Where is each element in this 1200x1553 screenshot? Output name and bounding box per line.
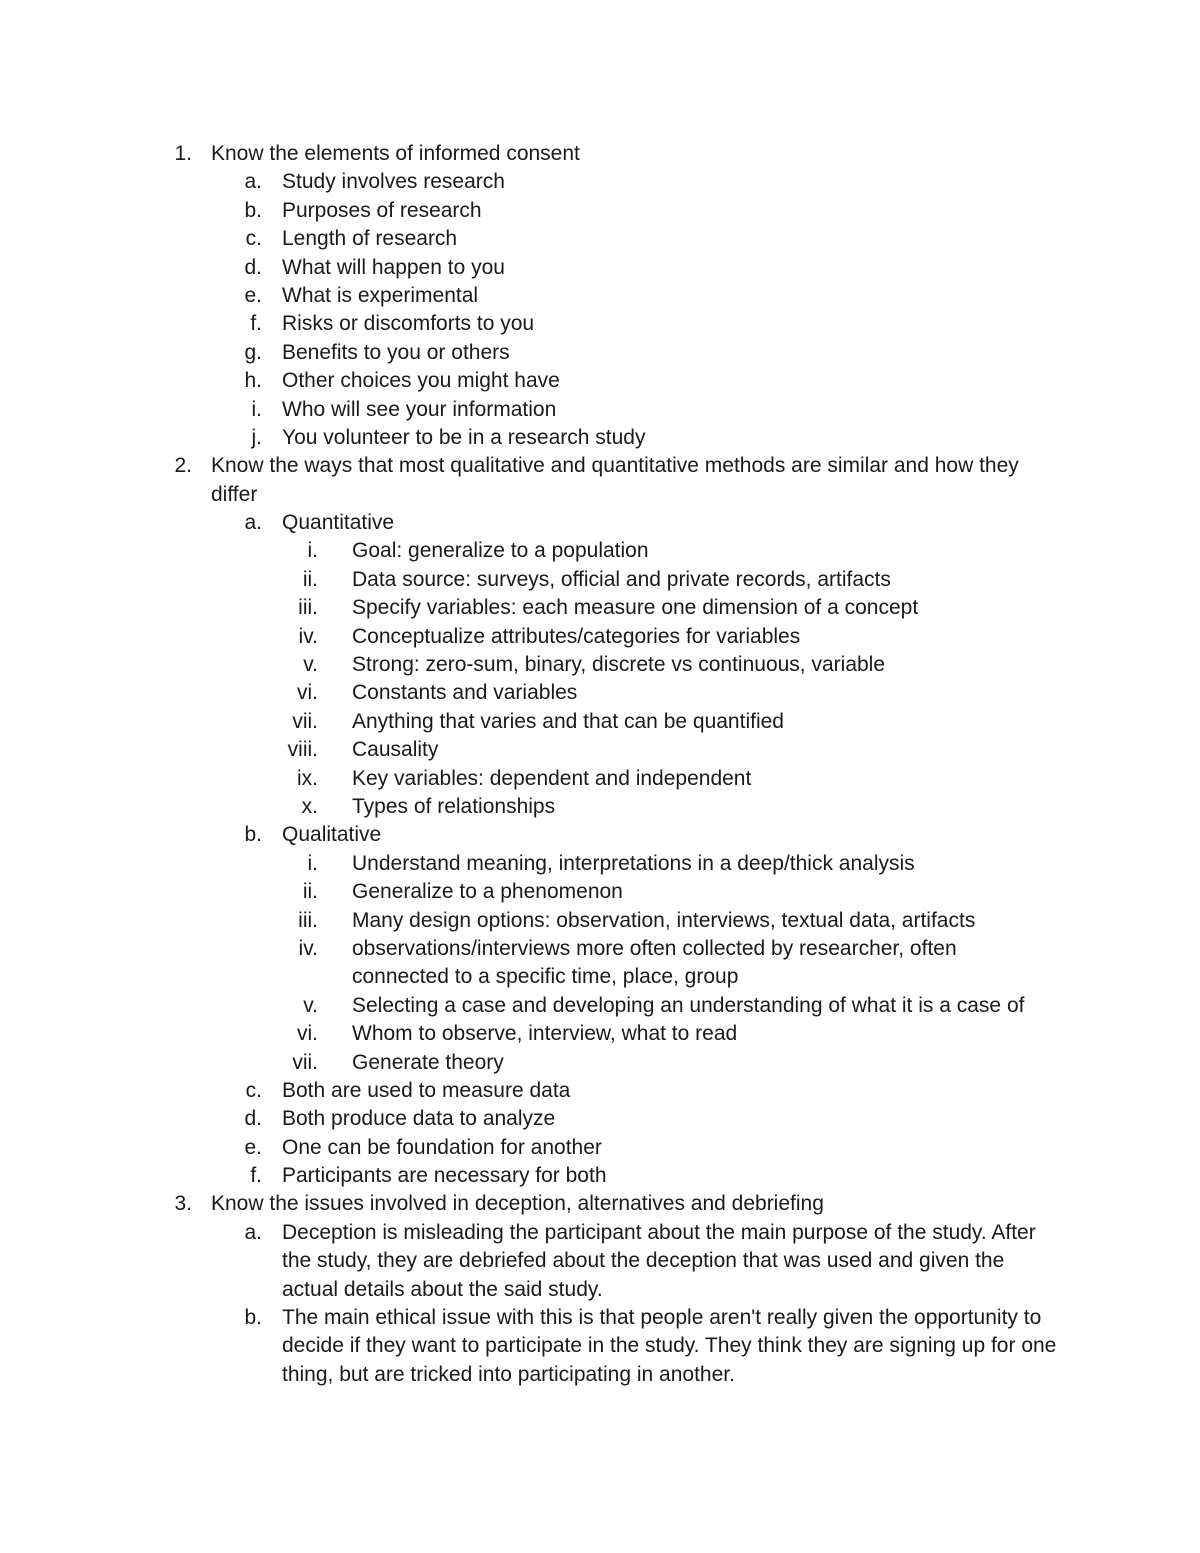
- list-marker: g.: [244, 340, 262, 364]
- outline-item-level-2: [0, 339, 1200, 367]
- outline-item-level-3: [0, 992, 1200, 1020]
- outline-item-level-3: [0, 594, 1200, 622]
- list-item-text: Goal: generalize to a population: [352, 539, 649, 563]
- outline-item-level-3: [0, 878, 1200, 906]
- outline-item-level-2: [0, 367, 1200, 395]
- outline-item-level-1: [0, 1190, 1200, 1218]
- outline-item-level-3: [0, 793, 1200, 821]
- outline-item-level-2: [0, 225, 1200, 253]
- outline-item-level-2: [0, 1304, 1200, 1389]
- outline-item-level-2: [0, 821, 1200, 849]
- list-item-text: Key variables: dependent and independent: [352, 766, 752, 790]
- list-item-text: Qualitative: [282, 823, 382, 847]
- list-item-text: Many design options: observation, interviews, textual data, artifacts: [352, 908, 976, 932]
- outline-item-level-3: [0, 935, 1200, 992]
- outline-item-level-2: [0, 1105, 1200, 1133]
- list-marker: e.: [244, 1135, 262, 1159]
- list-item-text: One can be foundation for another: [282, 1135, 602, 1159]
- list-item-text: Benefits to you or others: [282, 340, 510, 364]
- list-item-text: Both produce data to analyze: [282, 1107, 556, 1131]
- list-marker: a.: [244, 1220, 262, 1244]
- list-marker: f.: [250, 312, 262, 336]
- list-marker: iii.: [298, 908, 318, 932]
- list-marker: a.: [244, 170, 262, 194]
- list-item-text: Know the ways that most qualitative and quantitative methods are similar and how they differ: [211, 454, 1019, 506]
- list-item-text: Causality: [352, 738, 439, 762]
- list-marker: iv.: [298, 936, 318, 960]
- list-marker: vi.: [297, 681, 318, 705]
- list-marker: vii.: [292, 1050, 318, 1074]
- outline-item-level-3: [0, 736, 1200, 764]
- outline-item-level-2: [0, 254, 1200, 282]
- list-item-text: Constants and variables: [352, 681, 578, 705]
- list-item-text: observations/interviews more often collected by researcher, often connected to a specific time, place, group: [352, 936, 957, 989]
- outline-item-level-2: [0, 282, 1200, 310]
- document-page: [0, 140, 1200, 1389]
- list-marker: iii.: [298, 596, 318, 620]
- list-item-text: Both are used to measure data: [282, 1078, 571, 1102]
- list-item-text: Types of relationships: [352, 795, 556, 818]
- outline-item-level-2: [0, 310, 1200, 338]
- list-marker: f.: [250, 1164, 262, 1188]
- list-item-text: Whom to observe, interview, what to read: [352, 1022, 738, 1046]
- list-item-text: Know the issues involved in deception, alternatives and debriefing: [211, 1192, 824, 1216]
- list-marker: j.: [251, 425, 262, 449]
- list-item-text: Study involves research: [282, 170, 505, 194]
- list-marker: c.: [245, 1078, 262, 1102]
- list-item-text: What is experimental: [282, 283, 479, 307]
- list-marker: d.: [244, 1107, 262, 1131]
- outline-item-level-2: [0, 197, 1200, 225]
- list-marker: vii.: [292, 709, 318, 733]
- outline-item-level-2: [0, 424, 1200, 452]
- outline-item-level-3: [0, 1020, 1200, 1048]
- list-marker: h.: [244, 369, 262, 393]
- list-marker: i.: [307, 539, 318, 563]
- outline-item-level-2: [0, 168, 1200, 196]
- list-marker: viii.: [287, 738, 318, 762]
- list-item-text: Conceptualize attributes/categories for variables: [352, 624, 801, 648]
- outline-item-level-2: [0, 396, 1200, 424]
- list-item-text: You volunteer to be in a research study: [282, 425, 646, 449]
- outline-item-level-3: [0, 679, 1200, 707]
- list-marker: x.: [301, 795, 318, 818]
- list-marker: c.: [245, 227, 262, 251]
- list-marker: b.: [244, 198, 262, 222]
- list-item-text: Length of research: [282, 227, 458, 251]
- list-marker: b.: [244, 823, 262, 847]
- outline-item-level-3: [0, 850, 1200, 878]
- list-marker: e.: [244, 283, 262, 307]
- list-item-text: Understand meaning, interpretations in a deep/thick analysis: [352, 851, 915, 875]
- list-item-text: Other choices you might have: [282, 369, 560, 393]
- list-marker: iv.: [298, 624, 318, 648]
- outline-item-level-2: [0, 1077, 1200, 1105]
- list-item-text: Strong: zero-sum, binary, discrete vs continuous, variable: [352, 653, 886, 677]
- outline-item-level-3: [0, 651, 1200, 679]
- list-item-text: Generalize to a phenomenon: [352, 880, 623, 904]
- list-item-text: Selecting a case and developing an understanding of what it is a case of: [352, 993, 1025, 1017]
- list-marker: a.: [244, 511, 262, 535]
- outline-item-level-2: [0, 509, 1200, 537]
- list-marker: 3.: [174, 1192, 192, 1216]
- outline-item-level-2: [0, 1134, 1200, 1162]
- outline-item-level-3: [0, 708, 1200, 736]
- list-marker: vi.: [297, 1022, 318, 1046]
- list-marker: 1.: [174, 142, 192, 165]
- list-marker: 2.: [174, 454, 192, 478]
- list-item-text: Who will see your information: [282, 397, 557, 421]
- outline-item-level-3: [0, 537, 1200, 565]
- list-item-text: Generate theory: [352, 1050, 504, 1074]
- list-item-text: Know the elements of informed consent: [211, 142, 580, 165]
- list-marker: v.: [303, 653, 318, 677]
- list-item-text: The main ethical issue with this is that people aren't really given the opportunity to decide if they want to participate in the study. They think they are signing up for one thing, but are tricked into participating in another.: [282, 1306, 1057, 1386]
- list-marker: ix.: [297, 766, 318, 790]
- list-marker: v.: [303, 993, 318, 1017]
- outline-item-level-3: [0, 566, 1200, 594]
- list-item-text: Anything that varies and that can be quantified: [352, 709, 784, 733]
- outline-item-level-3: [0, 623, 1200, 651]
- list-item-text: Deception is misleading the participant about the main purpose of the study. After the study, they are debriefed about the deception that was used and given the actual details about the said study.: [282, 1220, 1036, 1301]
- list-item-text: Risks or discomforts to you: [282, 312, 535, 336]
- list-marker: i.: [251, 397, 262, 421]
- list-item-text: Data source: surveys, official and private records, artifacts: [352, 567, 891, 591]
- list-item-text: Specify variables: each measure one dimension of a concept: [352, 596, 919, 620]
- outline-item-level-1: [0, 140, 1200, 168]
- list-marker: ii.: [302, 567, 318, 591]
- outline-item-level-3: [0, 1049, 1200, 1077]
- list-marker: d.: [244, 255, 262, 279]
- list-item-text: What will happen to you: [282, 255, 505, 279]
- outline-item-level-3: [0, 765, 1200, 793]
- list-marker: b.: [244, 1306, 262, 1330]
- outline-item-level-3: [0, 907, 1200, 935]
- list-marker: ii.: [302, 880, 318, 904]
- list-item-text: Quantitative: [282, 511, 395, 535]
- list-item-text: Purposes of research: [282, 198, 482, 222]
- list-item-text: Participants are necessary for both: [282, 1164, 607, 1188]
- outline-item-level-2: [0, 1219, 1200, 1304]
- list-marker: i.: [307, 851, 318, 875]
- outline-item-level-1: [0, 452, 1200, 509]
- outline-item-level-2: [0, 1162, 1200, 1190]
